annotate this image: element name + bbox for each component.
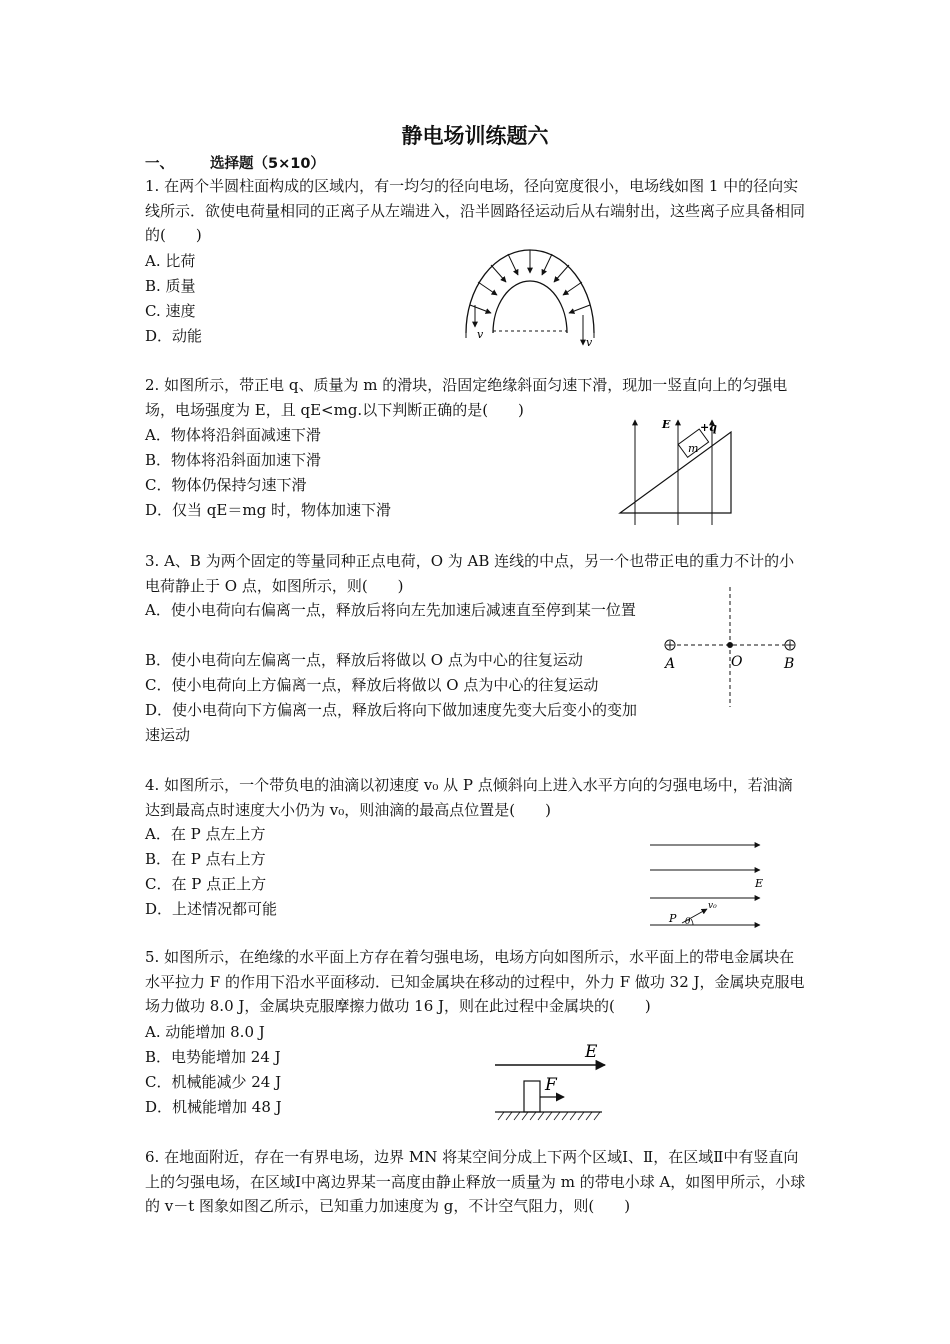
- field-label-e: E: [755, 877, 764, 890]
- question-4-stem: 4. 如图所示，一个带负电的油滴以初速度 v₀ 从 P 点倾斜向上进入水平方向的匀强电场中，若油滴达到最高点时速度大小仍为 v₀，则油滴的最高点位置是( ): [145, 776, 793, 819]
- question-5-option-a: A. 动能增加 8.0 J: [145, 1023, 265, 1041]
- question-6-stem: 6. 在地面附近，存在一有界电场，边界 MN 将某空间分成上下两个区域Ⅰ、Ⅱ，在区域Ⅱ中有竖直向上的匀强电场，在区域Ⅰ中离边界某一高度由静止释放一质量为 m 的带电小球 A，如图甲所示，小球的 v－t 图象如图乙所示，已知重力加速度为 g，不计空气阻力，则( ): [145, 1148, 806, 1215]
- question-3-option-a: A．使小电荷向右偏离一点，释放后将向左先加速后减速直至停到某一位置: [145, 601, 636, 619]
- figure-metal-block: [490, 1035, 615, 1130]
- question-1-option-d: D．动能: [145, 327, 203, 345]
- point-o: [727, 642, 733, 648]
- question-1-option-b: B. 质量: [145, 277, 196, 295]
- charge-label: +q: [700, 421, 717, 434]
- figure-radial-field: [455, 235, 605, 350]
- figure-point-charges: [655, 585, 805, 710]
- field-label-e: E: [585, 1042, 598, 1062]
- question-5-option-c: C．机械能减少 24 J: [145, 1073, 282, 1091]
- question-3-option-d: D．使小电荷向下方偏离一点，释放后将向下做加速度先变大后变小的变加速运动: [145, 701, 638, 744]
- force-label-f: F: [545, 1075, 557, 1095]
- section-heading: [145, 152, 325, 173]
- question-3-option-b: B．使小电荷向左偏离一点，释放后将做以 O 点为中心的往复运动: [145, 651, 583, 669]
- inner-semicircle: [493, 281, 567, 333]
- page-title: 静电场训练题六: [401, 124, 549, 148]
- angle-arc: [691, 919, 693, 925]
- question-4-option-a: A．在 P 点左上方: [145, 825, 266, 843]
- question-2-option-a: A．物体将沿斜面减速下滑: [145, 426, 321, 444]
- question-1-stem: 1. 在两个半圆柱面构成的区域内，有一均匀的径向电场，径向宽度很小，电场线如图 1 中的径向实线所示．欲使电荷量相同的正离子从左端进入，沿半圆路径运动后从右端射出，这些离子应具备相同的( ): [145, 177, 806, 244]
- label-o: O: [731, 654, 743, 670]
- question-2-stem: 2. 如图所示，带正电 q、质量为 m 的滑块，沿固定绝缘斜面匀速下滑，现加一竖直向上的匀强电场，电场强度为 E，且 qE<mg.以下判断正确的是( ): [145, 376, 788, 419]
- question-1-option-c: C. 速度: [145, 302, 196, 320]
- incline: [620, 432, 731, 513]
- question-3-option-c: C．使小电荷向上方偏离一点，释放后将做以 O 点为中心的往复运动: [145, 676, 599, 694]
- question-2-option-b: B．物体将沿斜面加速下滑: [145, 451, 322, 469]
- question-3-stem: 3. A、B 为两个固定的等量同种正点电荷，O 为 AB 连线的中点，另一个也带正电的重力不计的小电荷静止于 O 点，如图所示，则( ): [145, 552, 795, 595]
- metal-block: [524, 1081, 540, 1112]
- charge-b: [785, 640, 795, 650]
- question-4-option-d: D．上述情况都可能: [145, 900, 278, 918]
- question-1-option-a: A. 比荷: [145, 252, 196, 270]
- figure-incline: [610, 410, 740, 528]
- figure-oil-drop: [645, 835, 775, 935]
- charge-a: [665, 640, 675, 650]
- question-5-option-b: B．电势能增加 24 J: [145, 1048, 281, 1066]
- theta-label: θ: [685, 917, 691, 927]
- question-4-option-b: B．在 P 点右上方: [145, 850, 266, 868]
- label-b: B: [784, 656, 795, 672]
- section-title: 选择题（5×10）: [210, 156, 325, 172]
- field-label-e: E: [662, 418, 671, 431]
- question-4-option-c: C．在 P 点正上方: [145, 875, 267, 893]
- v0-label: v₀: [708, 901, 717, 911]
- velocity-label-right: v: [586, 336, 593, 349]
- question-5-option-d: D．机械能增加 48 J: [145, 1098, 282, 1116]
- point-p-label: P: [669, 912, 677, 925]
- velocity-label-left: v: [477, 328, 484, 341]
- horizontal-field-lines: [650, 845, 760, 925]
- question-5-stem: 5. 如图所示，在绝缘的水平面上方存在着匀强电场，电场方向如图所示，水平面上的带电金属块在水平拉力 F 的作用下沿水平面移动．已知金属块在移动的过程中，外力 F 做功 32 J，金属块克服电场力做功 8.0 J，金属块克服摩擦力做功 16 J，则在此过程中金属块的( ): [145, 948, 805, 1015]
- section-number: 一、: [145, 156, 174, 172]
- ground-hatching: [498, 1112, 600, 1120]
- label-a: A: [665, 656, 676, 672]
- mass-label: m: [688, 442, 699, 455]
- question-2-option-d: D．仅当 qE＝mg 时，物体加速下滑: [145, 501, 391, 519]
- question-2-option-c: C．物体仍保持匀速下滑: [145, 476, 307, 494]
